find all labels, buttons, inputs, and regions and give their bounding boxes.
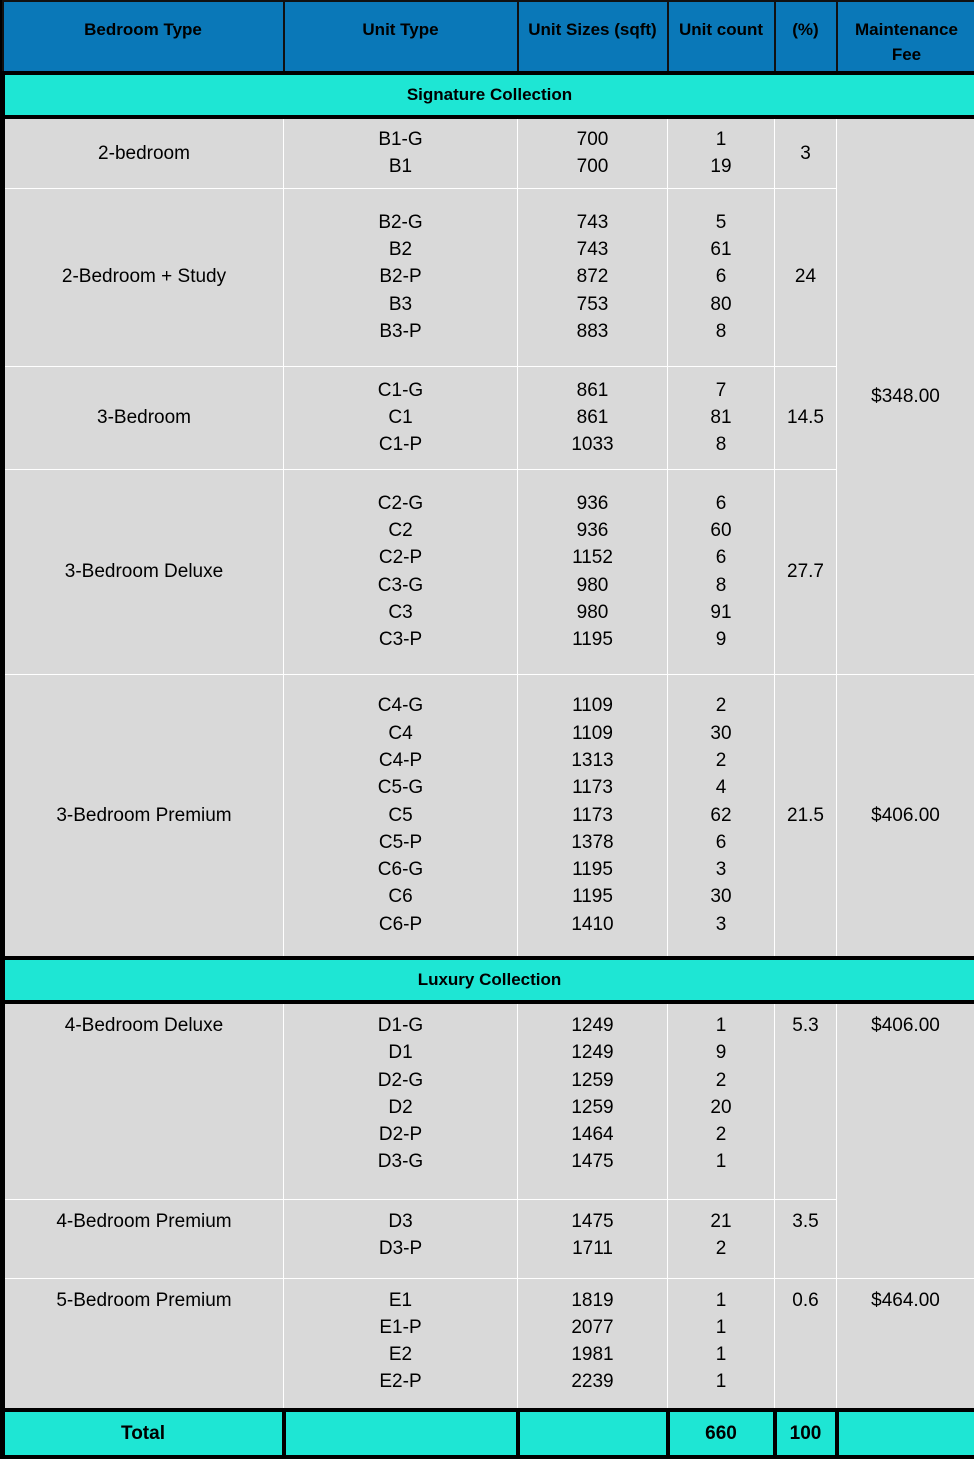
unit-size-value: 2239 — [518, 1368, 667, 1395]
unit-type-value: C5-G — [284, 774, 517, 801]
unit-count-cell — [668, 1278, 775, 1410]
total-unit-count: 660 — [668, 1410, 775, 1457]
unit-count-cell — [668, 188, 775, 366]
header-bedroom-type: Bedroom Type — [3, 1, 284, 73]
unit-type-value: E2 — [284, 1341, 517, 1368]
total-label: Total — [3, 1410, 284, 1457]
unit-type-value: C5 — [284, 802, 517, 829]
unit-type-value: C6-P — [284, 911, 517, 938]
total-empty-cell — [518, 1410, 668, 1457]
header-maintenance-fee: Maintenance Fee — [837, 1, 974, 73]
unit-type-value: D1 — [284, 1039, 517, 1066]
unit-size-value: 861 — [518, 377, 667, 404]
unit-size-cell — [518, 674, 668, 958]
unit-size-value: 1259 — [518, 1067, 667, 1094]
unit-count-value: 4 — [668, 774, 774, 801]
total-row — [3, 1410, 974, 1457]
unit-type-value: C4-G — [284, 692, 517, 719]
bedroom-type-cell: 5-Bedroom Premium — [3, 1278, 284, 1410]
unit-size-value: 1195 — [518, 856, 667, 883]
unit-size-value: 1109 — [518, 720, 667, 747]
unit-size-value: 1475 — [518, 1148, 667, 1175]
unit-type-value: C1-P — [284, 431, 517, 458]
unit-type-cell — [284, 1199, 518, 1278]
bedroom-type-cell: 4-Bedroom Premium — [3, 1199, 284, 1278]
unit-size-value: 1109 — [518, 692, 667, 719]
unit-count-value: 20 — [668, 1094, 774, 1121]
unit-count-value: 9 — [668, 626, 774, 653]
percent-cell: 3 — [775, 117, 837, 188]
unit-size-value: 700 — [518, 126, 667, 153]
unit-size-value: 1475 — [518, 1208, 667, 1235]
unit-count-value: 6 — [668, 544, 774, 571]
unit-type-value: C4-P — [284, 747, 517, 774]
unit-count-value: 60 — [668, 517, 774, 544]
unit-type-value: C4 — [284, 720, 517, 747]
unit-size-value: 1249 — [518, 1012, 667, 1039]
unit-type-cell — [284, 674, 518, 958]
unit-count-value: 1 — [668, 1012, 774, 1039]
unit-type-cell — [284, 1002, 518, 1199]
unit-size-value: 700 — [518, 153, 667, 180]
unit-count-value: 3 — [668, 856, 774, 883]
percent-cell: 24 — [775, 188, 837, 366]
unit-size-value: 872 — [518, 263, 667, 290]
total-empty-cell — [837, 1410, 974, 1457]
unit-count-value: 8 — [668, 572, 774, 599]
unit-size-value: 936 — [518, 490, 667, 517]
unit-type-value: B1-G — [284, 126, 517, 153]
unit-size-cell — [518, 117, 668, 188]
unit-count-value: 81 — [668, 404, 774, 431]
unit-size-value: 883 — [518, 318, 667, 345]
percent-cell: 14.5 — [775, 366, 837, 469]
bedroom-type-cell: 4-Bedroom Deluxe — [3, 1002, 284, 1199]
unit-type-value: C2-P — [284, 544, 517, 571]
unit-size-value: 1249 — [518, 1039, 667, 1066]
unit-size-value: 1195 — [518, 883, 667, 910]
unit-size-value: 1981 — [518, 1341, 667, 1368]
table-row — [3, 1199, 974, 1278]
unit-type-value: D2-G — [284, 1067, 517, 1094]
percent-cell: 21.5 — [775, 674, 837, 958]
unit-count-cell — [668, 1002, 775, 1199]
percent-cell: 27.7 — [775, 469, 837, 674]
unit-size-value: 980 — [518, 572, 667, 599]
unit-count-value: 1 — [668, 1368, 774, 1395]
unit-count-value: 7 — [668, 377, 774, 404]
header-percent: (%) — [775, 1, 837, 73]
unit-type-value: D3-G — [284, 1148, 517, 1175]
unit-type-value: C5-P — [284, 829, 517, 856]
unit-type-value: B2-P — [284, 263, 517, 290]
header-unit-count: Unit count — [668, 1, 775, 73]
unit-type-value: C6-G — [284, 856, 517, 883]
unit-type-value: B2-G — [284, 209, 517, 236]
unit-type-value: E2-P — [284, 1368, 517, 1395]
unit-count-value: 2 — [668, 1235, 774, 1262]
unit-count-value: 21 — [668, 1208, 774, 1235]
unit-count-value: 6 — [668, 490, 774, 517]
unit-size-value: 861 — [518, 404, 667, 431]
header-unit-sizes: Unit Sizes (sqft) — [518, 1, 668, 73]
unit-count-value: 2 — [668, 747, 774, 774]
unit-size-value: 1173 — [518, 802, 667, 829]
unit-type-value: C1 — [284, 404, 517, 431]
unit-type-value: C2 — [284, 517, 517, 544]
maintenance-fee-cell: $406.00 — [837, 1002, 974, 1278]
unit-count-value: 30 — [668, 883, 774, 910]
table-row — [3, 469, 974, 674]
unit-count-value: 80 — [668, 291, 774, 318]
unit-count-value: 6 — [668, 829, 774, 856]
unit-size-value: 1378 — [518, 829, 667, 856]
unit-size-value: 1259 — [518, 1094, 667, 1121]
unit-type-value: C2-G — [284, 490, 517, 517]
unit-type-value: E1-P — [284, 1314, 517, 1341]
unit-count-value: 1 — [668, 1148, 774, 1175]
unit-size-cell — [518, 469, 668, 674]
unit-count-value: 19 — [668, 153, 774, 180]
table-row — [3, 1278, 974, 1410]
header-unit-type: Unit Type — [284, 1, 518, 73]
table-row — [3, 188, 974, 366]
section-row-signature — [3, 73, 974, 117]
unit-size-value: 2077 — [518, 1314, 667, 1341]
unit-count-value: 8 — [668, 431, 774, 458]
header-row — [3, 1, 974, 73]
unit-size-value: 1464 — [518, 1121, 667, 1148]
unit-count-value: 30 — [668, 720, 774, 747]
unit-type-value: E1 — [284, 1287, 517, 1314]
unit-size-value: 753 — [518, 291, 667, 318]
total-percent: 100 — [775, 1410, 837, 1457]
unit-count-value: 6 — [668, 263, 774, 290]
maintenance-fee-cell: $464.00 — [837, 1278, 974, 1410]
unit-size-cell — [518, 366, 668, 469]
unit-count-cell — [668, 117, 775, 188]
table-row — [3, 1002, 974, 1199]
unit-type-cell — [284, 188, 518, 366]
section-title: Luxury Collection — [3, 958, 974, 1002]
table-row — [3, 674, 974, 958]
maintenance-fee-cell: $406.00 — [837, 674, 974, 958]
unit-count-value: 1 — [668, 126, 774, 153]
unit-type-value: B2 — [284, 236, 517, 263]
unit-type-value: D2-P — [284, 1121, 517, 1148]
unit-size-cell — [518, 1199, 668, 1278]
unit-type-cell — [284, 117, 518, 188]
unit-type-value: C6 — [284, 883, 517, 910]
bedroom-type-cell: 3-Bedroom Deluxe — [3, 469, 284, 674]
percent-cell: 3.5 — [775, 1199, 837, 1278]
bedroom-type-cell: 2-Bedroom + Study — [3, 188, 284, 366]
unit-size-value: 743 — [518, 236, 667, 263]
unit-count-value: 2 — [668, 1121, 774, 1148]
unit-size-value: 1819 — [518, 1287, 667, 1314]
unit-type-cell — [284, 469, 518, 674]
unit-count-value: 9 — [668, 1039, 774, 1066]
unit-size-value: 1711 — [518, 1235, 667, 1262]
unit-count-cell — [668, 366, 775, 469]
unit-type-value: B3 — [284, 291, 517, 318]
unit-count-cell — [668, 1199, 775, 1278]
percent-cell: 5.3 — [775, 1002, 837, 1199]
unit-type-value: B3-P — [284, 318, 517, 345]
unit-count-value: 1 — [668, 1314, 774, 1341]
unit-size-value: 936 — [518, 517, 667, 544]
unit-count-value: 2 — [668, 1067, 774, 1094]
unit-size-cell — [518, 1278, 668, 1410]
unit-size-value: 1033 — [518, 431, 667, 458]
percent-cell: 0.6 — [775, 1278, 837, 1410]
unit-size-value: 1195 — [518, 626, 667, 653]
unit-count-value: 5 — [668, 209, 774, 236]
unit-type-value: D2 — [284, 1094, 517, 1121]
table-row — [3, 117, 974, 188]
unit-count-value: 61 — [668, 236, 774, 263]
unit-size-value: 1410 — [518, 911, 667, 938]
unit-count-value: 3 — [668, 911, 774, 938]
unit-type-value: D3-P — [284, 1235, 517, 1262]
unit-type-value: D3 — [284, 1208, 517, 1235]
section-row-luxury — [3, 958, 974, 1002]
unit-type-value: C3-P — [284, 626, 517, 653]
section-title: Signature Collection — [3, 73, 974, 117]
unit-count-value: 1 — [668, 1341, 774, 1368]
unit-count-value: 91 — [668, 599, 774, 626]
unit-type-value: B1 — [284, 153, 517, 180]
unit-type-value: C3 — [284, 599, 517, 626]
unit-type-value: C3-G — [284, 572, 517, 599]
bedroom-type-cell: 3-Bedroom — [3, 366, 284, 469]
unit-count-cell — [668, 674, 775, 958]
bedroom-type-cell: 2-bedroom — [3, 117, 284, 188]
maintenance-fee-cell: $348.00 — [837, 117, 974, 674]
unit-size-cell — [518, 1002, 668, 1199]
table-row — [3, 366, 974, 469]
unit-size-value: 1313 — [518, 747, 667, 774]
unit-count-value: 1 — [668, 1287, 774, 1314]
unit-count-cell — [668, 469, 775, 674]
unit-size-value: 1173 — [518, 774, 667, 801]
unit-size-value: 980 — [518, 599, 667, 626]
unit-type-cell — [284, 1278, 518, 1410]
unit-type-value: D1-G — [284, 1012, 517, 1039]
unit-type-cell — [284, 366, 518, 469]
unit-count-value: 62 — [668, 802, 774, 829]
unit-size-value: 1152 — [518, 544, 667, 571]
unit-size-value: 743 — [518, 209, 667, 236]
bedroom-type-cell: 3-Bedroom Premium — [3, 674, 284, 958]
unit-size-cell — [518, 188, 668, 366]
unit-count-value: 8 — [668, 318, 774, 345]
total-empty-cell — [284, 1410, 518, 1457]
unit-type-value: C1-G — [284, 377, 517, 404]
unit-count-value: 2 — [668, 692, 774, 719]
